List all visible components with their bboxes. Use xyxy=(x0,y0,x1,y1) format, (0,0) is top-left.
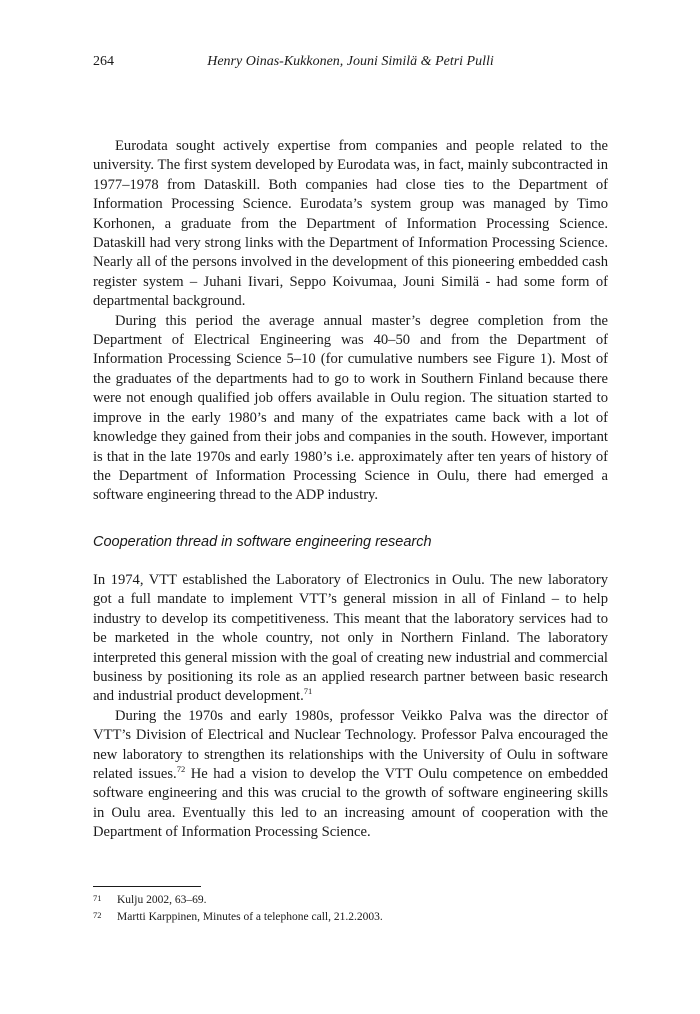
footnote-mark: 72 xyxy=(93,910,102,920)
paragraph: Eurodata sought actively expertise from companies and people related to the university. The first system developed by Eurodata was, in fact, mainly subcontracted in 1977–1978 from Dataskill. Both companies had close ties to the Department of Information Processing Science. Eurodata’s system group was managed by Timo Korhonen, a graduate from the Department of Information Processing Science. Dataskill had very strong links with the Department of Information Processing Science. Nearly all of the persons involved in the development of this pioneering embedded cash register system – Juhani Iivari, Seppo Koivumaa, Jouni Similä - had some form of departmental background. xyxy=(93,138,608,310)
paragraph-text: He had a vision to develop the VTT Oulu competence on embedded software engineering and this was crucial to the growth of software engineering skills in Oulu area. Eventually this led to an increasing amount of cooperation with the Department of Information Processing Science. xyxy=(93,766,608,841)
footnote-text: Martti Karppinen, Minutes of a telephone call, 21.2.2003. xyxy=(117,911,383,923)
page-header xyxy=(93,54,608,74)
paragraph: During this period the average annual master’s degree completion from the Department of Electrical Engineering was 40–50 and from the Department of Information Processing Science 5–10 (for cumulative numbers see Figure 1). Most of the graduates of the departments had to go to work in Southern Finland because there were not enough qualified job offers available in Oulu region. The situation started to improve in the early 1980’s and many of the expatriates came back with a lot of knowledge they gained from their jobs and companies in the south. However, important is that in the late 1970s and early 1980’s i.e. approximately after ten years of history of the Department of Information Processing Science in Oulu, there had emerged a software engineering thread to the ADP industry. xyxy=(93,312,608,504)
paragraph xyxy=(93,707,608,843)
section-heading: Cooperation thread in software engineering research xyxy=(93,534,432,550)
body-text-block xyxy=(93,571,608,843)
footnotes xyxy=(93,892,608,926)
footnote-separator xyxy=(93,886,201,887)
paragraph xyxy=(93,571,608,707)
running-head: Henry Oinas-Kukkonen, Jouni Similä & Petri Pulli xyxy=(207,54,494,69)
paragraph-text: In 1974, VTT established the Laboratory of Electronics in Oulu. The new laboratory got a full mandate to implement VTT’s general mission in all of Finland – to help industry to develop its competitiveness. This meant that the laboratory services had to be marketed in the whole country, not only in Northern Finland. The laboratory interpreted this general mission with the goal of creating new industrial and commercial business by positioning its role as an applied research partner between basic research and industrial product development. xyxy=(93,572,608,705)
body-text-block xyxy=(93,137,608,506)
footnote xyxy=(93,892,608,909)
footnote xyxy=(93,909,608,926)
footnote-text: Kulju 2002, 63–69. xyxy=(117,894,207,906)
footnote-reference: 71 xyxy=(303,686,313,697)
paragraph-text: During the 1970s and early 1980s, professor Veikko Palva was the director of VTT’s Division of Electrical and Nuclear Technology. Professor Palva encouraged the new laboratory to strengthen its relationships with the University of Oulu in software related issues. xyxy=(93,707,608,783)
footnote-mark: 71 xyxy=(93,893,102,903)
page-number: 264 xyxy=(93,54,114,69)
footnote-reference: 72 xyxy=(176,764,186,775)
